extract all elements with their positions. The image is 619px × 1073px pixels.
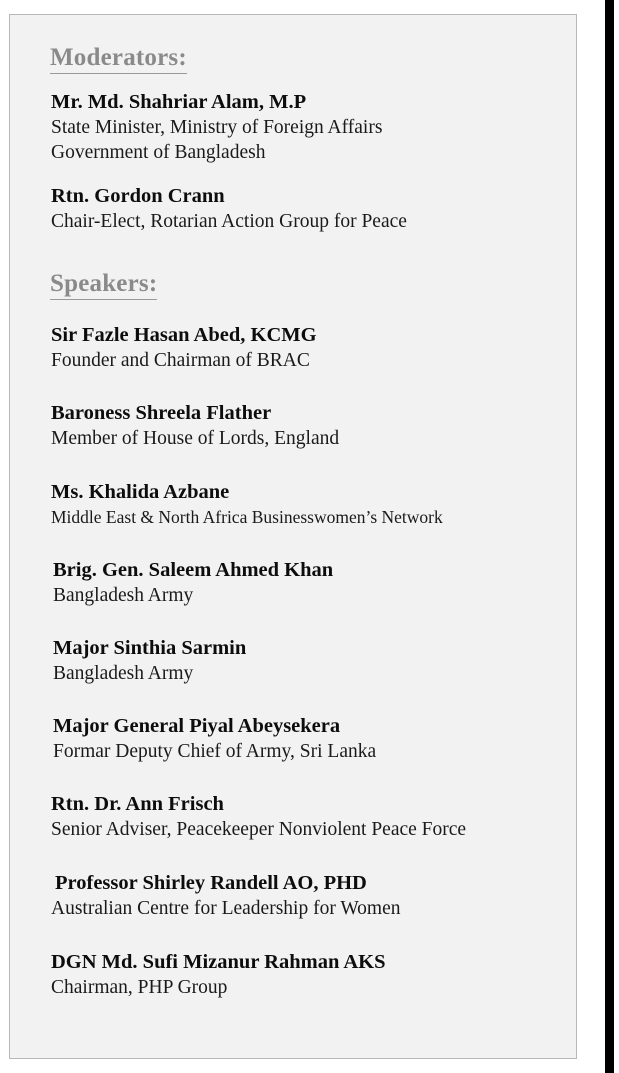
moderator-entry — [51, 89, 382, 165]
right-border-rule — [605, 0, 614, 1073]
speaker-role: Formar Deputy Chief of Army, Sri Lanka — [53, 741, 377, 762]
speaker-role: Middle East & North Africa Businesswomen’s Network — [51, 507, 443, 527]
speaker-entry — [51, 322, 317, 373]
speaker-role: Australian Centre for Leadership for Women — [51, 898, 401, 919]
speaker-entry — [51, 400, 339, 451]
speaker-name: DGN Md. Sufi Mizanur Rahman AKS — [51, 951, 386, 973]
speaker-entry — [51, 479, 443, 530]
speaker-name: Professor Shirley Randell AO, PHD — [55, 872, 367, 894]
speaker-name: Major General Piyal Abeysekera — [53, 715, 341, 737]
moderator-name: Rtn. Gordon Crann — [51, 185, 225, 207]
speaker-entry — [51, 791, 466, 842]
speaker-role: Member of House of Lords, England — [51, 428, 340, 449]
speaker-role: Chairman, PHP Group — [51, 977, 228, 998]
moderator-role: Chair-Elect, Rotarian Action Group for Peace — [51, 211, 407, 232]
speaker-entry — [51, 949, 386, 1000]
moderator-entry — [51, 183, 407, 234]
speaker-entry — [53, 635, 246, 686]
speaker-entry — [51, 870, 401, 921]
speaker-entry — [53, 713, 376, 764]
speaker-role: Bangladesh Army — [53, 585, 194, 606]
moderator-role: Government of Bangladesh — [51, 142, 266, 163]
speaker-name: Ms. Khalida Azbane — [51, 481, 230, 503]
speaker-name: Rtn. Dr. Ann Frisch — [51, 793, 224, 815]
moderator-role: State Minister, Ministry of Foreign Affairs — [51, 117, 383, 138]
speaker-name: Brig. Gen. Saleem Ahmed Khan — [53, 559, 334, 581]
speaker-name: Sir Fazle Hasan Abed, KCMG — [51, 324, 317, 346]
speaker-entry — [53, 557, 333, 608]
speaker-role: Founder and Chairman of BRAC — [51, 350, 310, 371]
moderators-heading: Moderators: — [50, 44, 187, 74]
speaker-name: Major Sinthia Sarmin — [53, 637, 247, 659]
moderator-name: Mr. Md. Shahriar Alam, M.P — [51, 91, 307, 113]
speaker-name: Baroness Shreela Flather — [51, 402, 272, 424]
speaker-role: Senior Adviser, Peacekeeper Nonviolent Peace Force — [51, 819, 467, 840]
speakers-heading: Speakers: — [50, 270, 157, 300]
speaker-role: Bangladesh Army — [53, 663, 194, 684]
